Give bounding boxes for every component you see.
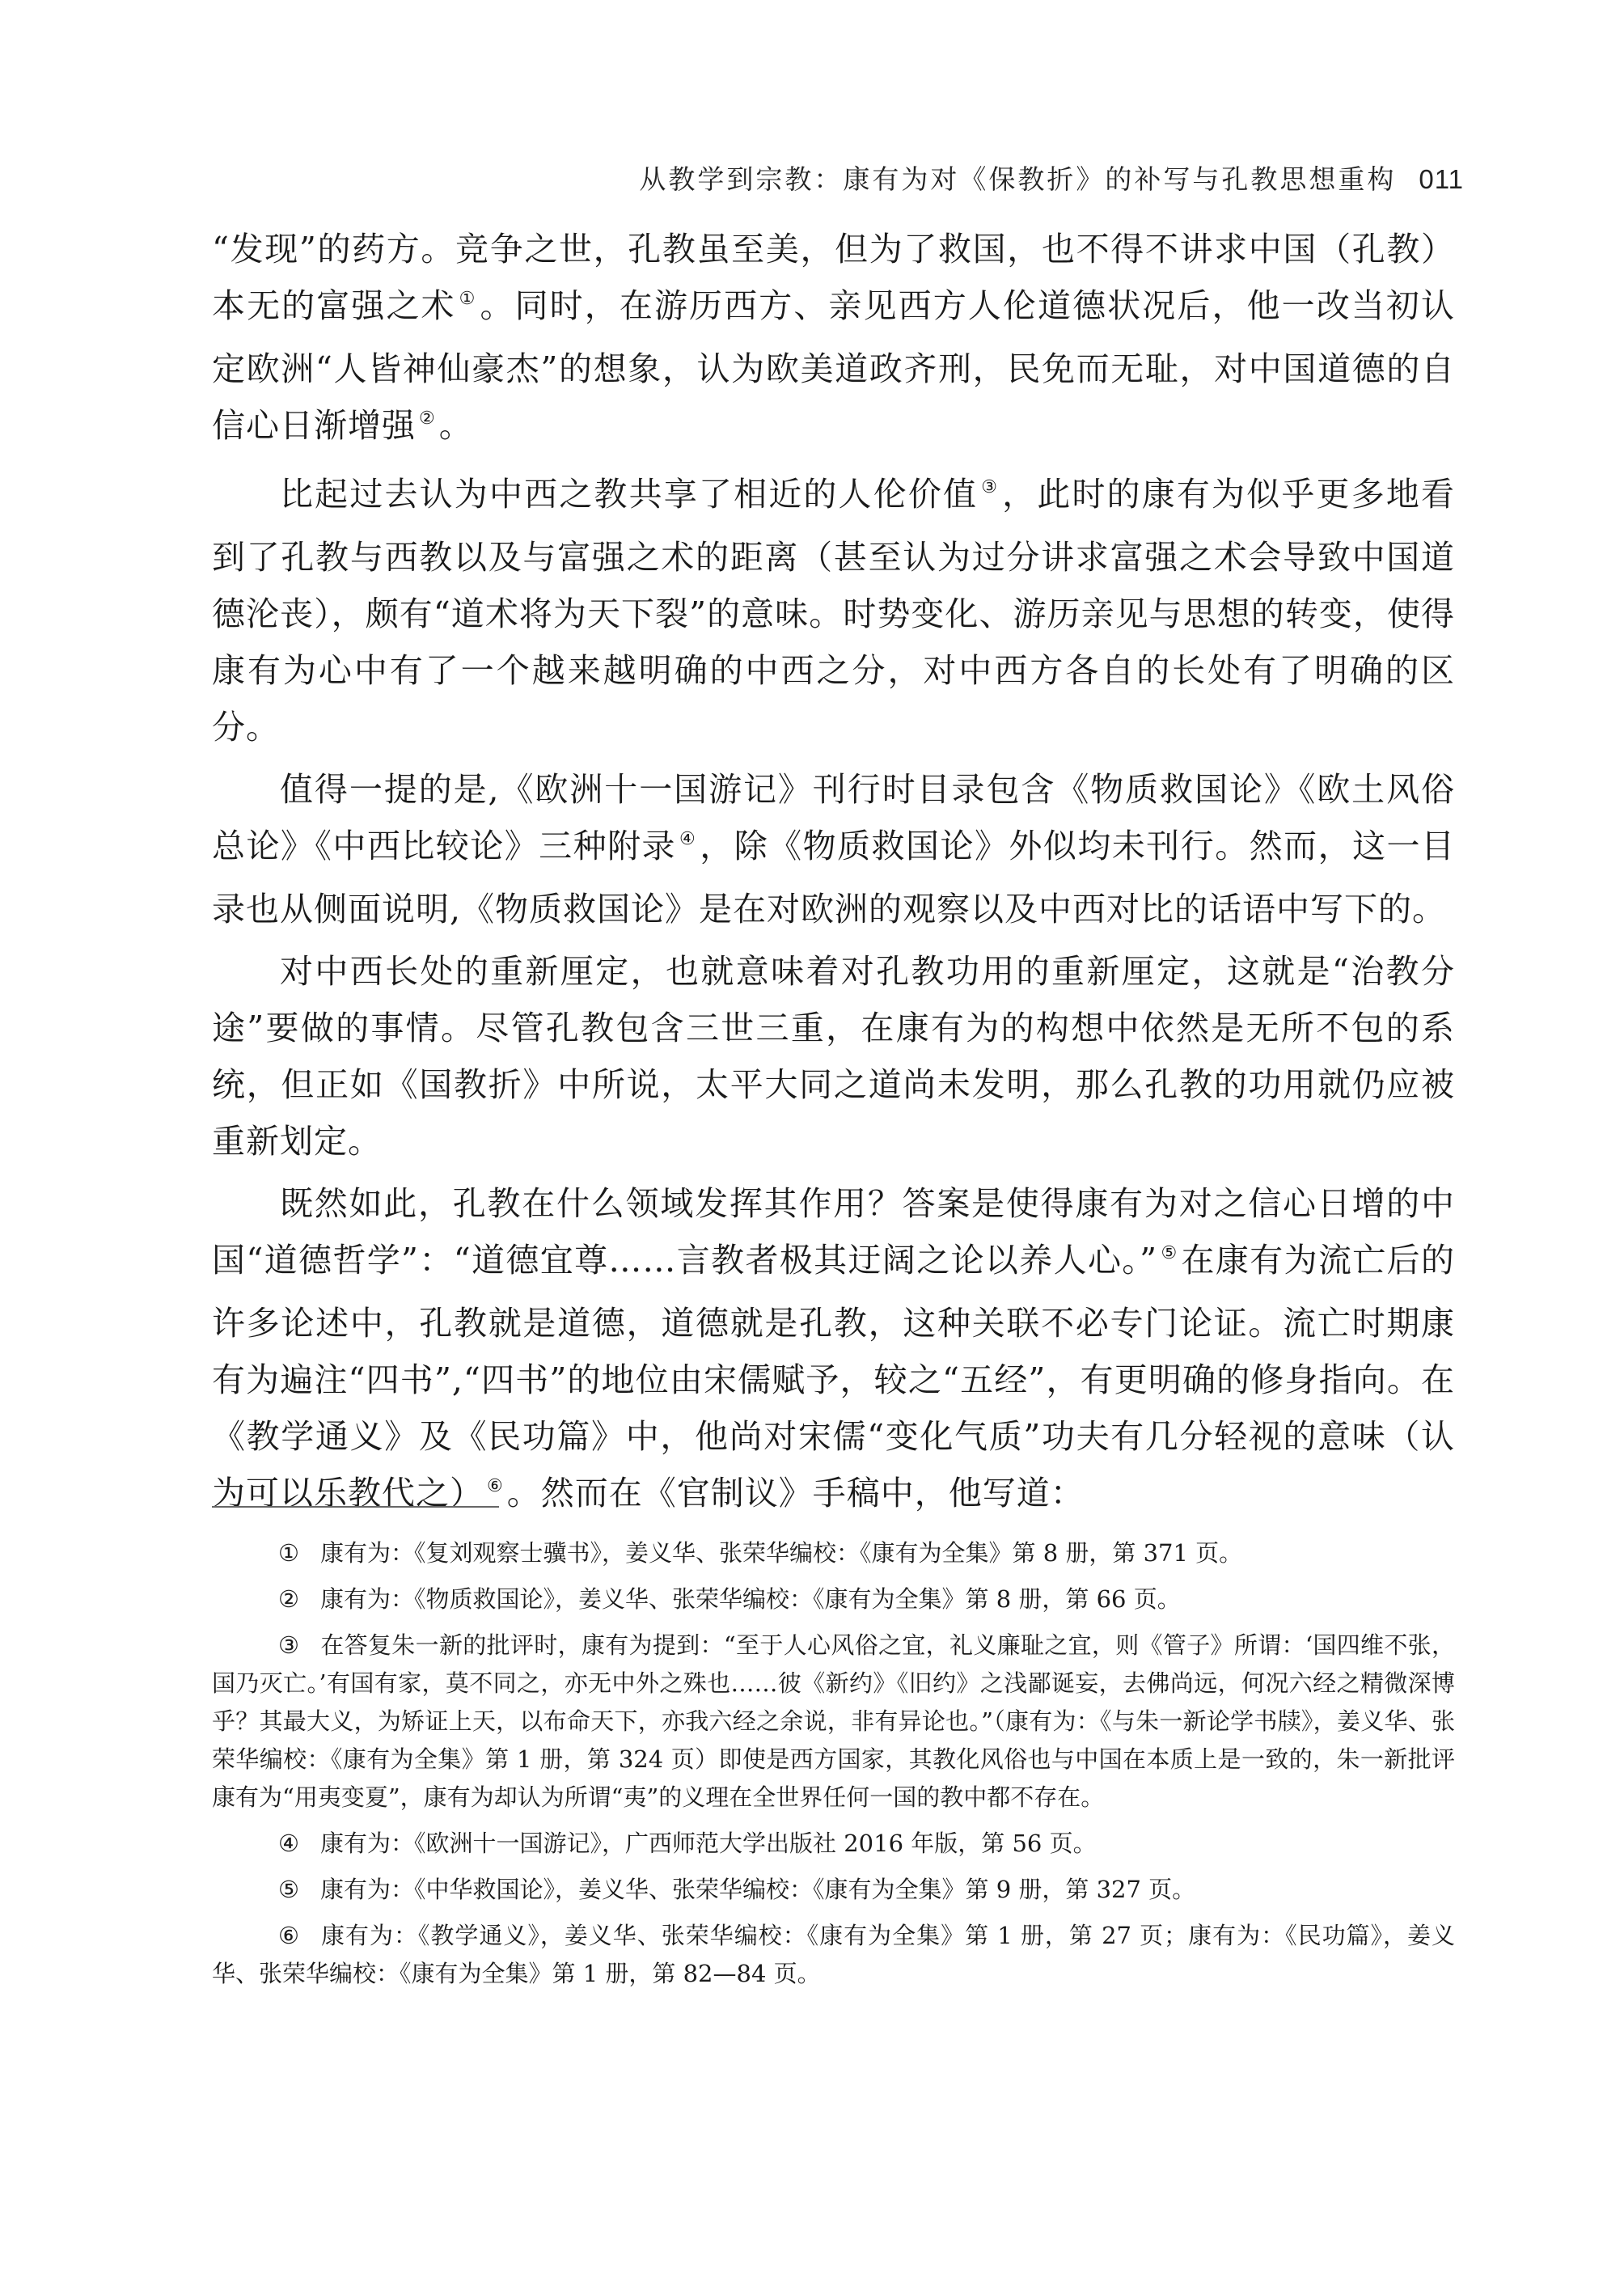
footnote-marker[interactable]: ④: [679, 829, 697, 849]
footnote-number: ①: [278, 1539, 299, 1567]
footnote-text: 康有为：《教学通义》，姜义华、张荣华编校：《康有为全集》第 1 册，第 27 页；康有为：《民功篇》，姜义华、张荣华编校：《康有为全集》第 1 册，第 82—84 页。: [212, 1922, 1455, 1987]
footnote-marker[interactable]: ②: [419, 408, 436, 429]
footnote: [212, 1534, 1455, 1572]
footnote-text: 康有为：《物质救国论》，姜义华、张荣华编校：《康有为全集》第 8 册，第 66 页。: [320, 1585, 1181, 1613]
footnote-marker[interactable]: ①: [459, 289, 477, 309]
paragraph-text: 在康有为流亡后的许多论述中，孔教就是道德，道德就是孔教，这种关联不必专门论证。流亡时期康有为遍注“四书”,“四书”的地位由宋儒赋予，较之“五经”，有更明确的修身指向。在《教学通义》及《民功篇》中，他尚对宋儒“变化气质”功夫有几分轻视的意味（认为可以乐教代之）: [212, 1241, 1455, 1512]
running-header-title: 从教学到宗教：康有为对《保教折》的补写与孔教思想重构: [639, 163, 1397, 195]
footnote-text: 康有为：《中华救国论》，姜义华、张荣华编校：《康有为全集》第 9 册，第 327 页。: [320, 1876, 1196, 1903]
body-paragraph: [212, 1175, 1455, 1528]
paragraph-text: 。然而在《官制议》手稿中，他写道：: [506, 1474, 1085, 1512]
footnote: [212, 1627, 1455, 1817]
paragraph-text: 值得一提的是,《欧洲十一国游记》刊行时目录包含《物质救国论》《欧土风俗总论》《中西比较论》三种附录: [212, 770, 1455, 865]
running-header: [639, 159, 1464, 197]
paragraph-text: 。同时，在游历西方、亲见西方人伦道德状况后，他一改当初认定欧洲“人皆神仙豪杰”的想象，认为欧美道政齐刑，民免而无耻，对中国道德的自信心日渐增强: [212, 286, 1456, 445]
paragraph-text: “发现”的药方。竞争之世，孔教虽至美，但为了救国，也不得不讲求中国（孔教）本无的富强之术: [212, 230, 1455, 325]
footnote-number: ④: [278, 1830, 299, 1857]
footnotes: [212, 1534, 1455, 2001]
footnote: [212, 1825, 1455, 1863]
footnote-number: ⑥: [278, 1922, 300, 1949]
footnote: [212, 1580, 1455, 1618]
footnote-text: 康有为：《复刘观察士骥书》，姜义华、张荣华编校：《康有为全集》第 8 册，第 371 页。: [320, 1539, 1243, 1567]
footnote-marker[interactable]: ⑥: [487, 1476, 504, 1496]
body-paragraph: [212, 466, 1455, 755]
footnote-number: ②: [278, 1585, 299, 1613]
footnote: [212, 1871, 1455, 1909]
body-paragraph: [212, 761, 1455, 937]
paragraph-text: 既然如此，孔教在什么领域发挥其作用？答案是使得康有为对之信心日增的中国“道德哲学”：“道德宜尊……言教者极其迂阔之论以养人心。”: [212, 1184, 1455, 1280]
footnote-number: ③: [278, 1631, 300, 1659]
body-paragraph: [212, 221, 1455, 460]
paragraph-text: 。: [438, 406, 473, 445]
paragraph-text: ，除《物质救国论》外似均未刊行。然而，这一目录也从侧面说明,《物质救国论》是在对欧洲的观察以及中西对比的话语中写下的。: [212, 827, 1456, 929]
paragraph-text: 比起过去认为中西之教共享了相近的人伦价值: [280, 475, 979, 514]
footnote-text: 在答复朱一新的批评时，康有为提到：“至于人心风俗之宜，礼义廉耻之宜，则《管子》所谓：‘国四维不张，国乃灭亡。’有国有家，莫不同之，亦无中外之殊也……彼《新约》《旧约》之浅鄙诞妄，去佛尚远，何况六经之精微深博乎？其最大义，为矫证上天，以布命天下，亦我六经之余说，非有异论也。”（康有为：《与朱一新论学书牍》，姜义华、张荣华编校：《康有为全集》第 1 册，第 324 页）即使是西方国家，其教化风俗也与中国在本质上是一致的，朱一新批评康有为“用夷变夏”，康有为却认为所谓“夷”的义理在全世界任何一国的教中都不存在。: [212, 1631, 1456, 1811]
paragraph-text: ，此时的康有为似乎更多地看到了孔教与西教以及与富强之术的距离（甚至认为过分讲求富强之术会导致中国道德沦丧），颇有“道术将为天下裂”的意味。时势变化、游历亲见与思想的转变，使得康有为心中有了一个越来越明确的中西之分，对中西方各自的长处有了明确的区分。: [212, 475, 1456, 747]
footnote-text: 康有为：《欧洲十一国游记》，广西师范大学出版社 2016 年版，第 56 页。: [320, 1830, 1097, 1857]
page-number: 011: [1419, 164, 1464, 194]
body-paragraph: [212, 943, 1455, 1170]
body-text: [212, 221, 1455, 1528]
paragraph-text: 对中西长处的重新厘定，也就意味着对孔教功用的重新厘定，这就是“治教分途”要做的事情。尽管孔教包含三世三重，在康有为的构想中依然是无所不包的系统，但正如《国教折》中所说，太平大同之道尚未发明，那么孔教的功用就仍应被重新划定。: [212, 952, 1455, 1161]
footnote-marker[interactable]: ⑤: [1161, 1243, 1178, 1263]
footnote-marker[interactable]: ③: [981, 477, 1000, 497]
footnote: [212, 1917, 1455, 1993]
footnote-divider: [212, 1506, 499, 1508]
footnote-number: ⑤: [278, 1876, 299, 1903]
